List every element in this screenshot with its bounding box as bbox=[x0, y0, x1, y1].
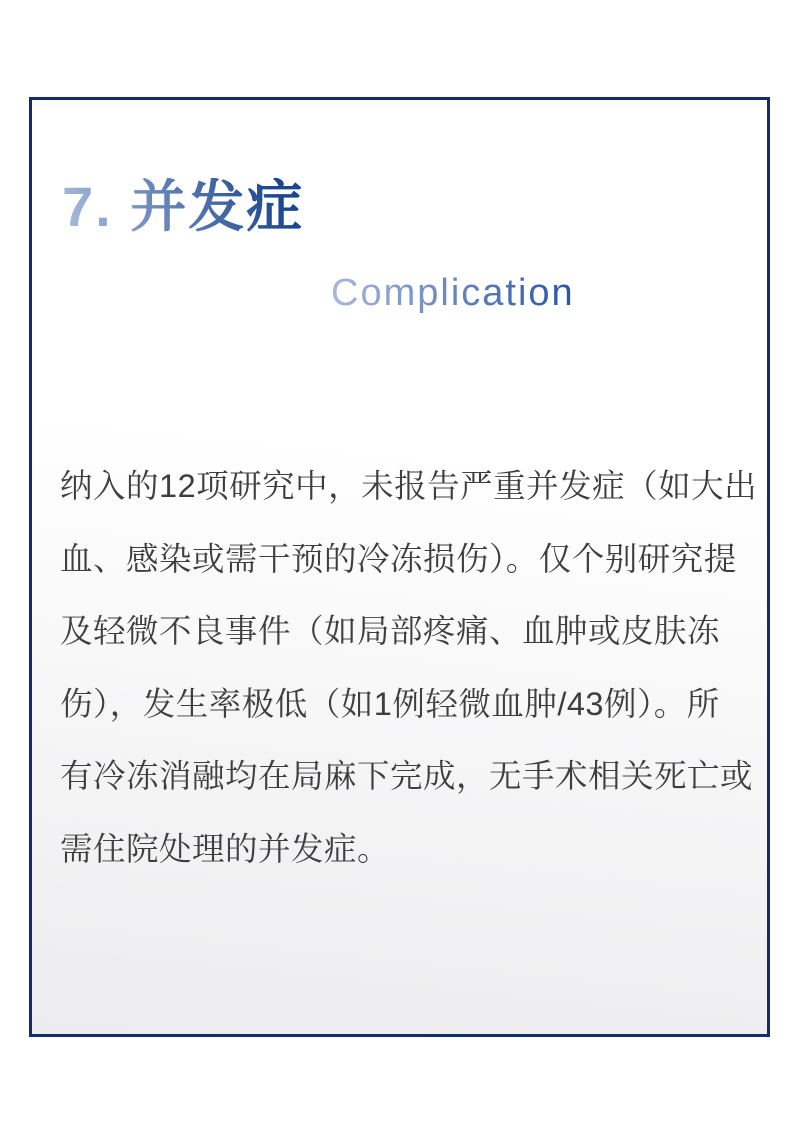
section-subtitle-label: Complication bbox=[331, 272, 575, 314]
body-line: 需住院处理的并发症。 bbox=[60, 830, 391, 867]
slash-mark: / bbox=[299, 257, 312, 317]
body-line: 及轻微不良事件（如局部疼痛、血肿或皮肤冻 bbox=[60, 613, 721, 650]
body-paragraph bbox=[60, 450, 758, 886]
body-line: 血、感染或需干预的冷冻损伤）。仅个别研究提 bbox=[60, 540, 737, 577]
body-line: 纳入的12项研究中，未报告严重并发症（如大出 bbox=[60, 468, 758, 504]
section-title: 7. 并发症 bbox=[62, 175, 305, 238]
body-line: 伤），发生率极低（如1例轻微血肿/43例）。所 bbox=[60, 685, 720, 722]
body-line: 有冷冻消融均在局麻下完成，无手术相关死亡或 bbox=[60, 758, 754, 795]
content-card bbox=[29, 97, 770, 1037]
section-subtitle bbox=[298, 257, 575, 317]
